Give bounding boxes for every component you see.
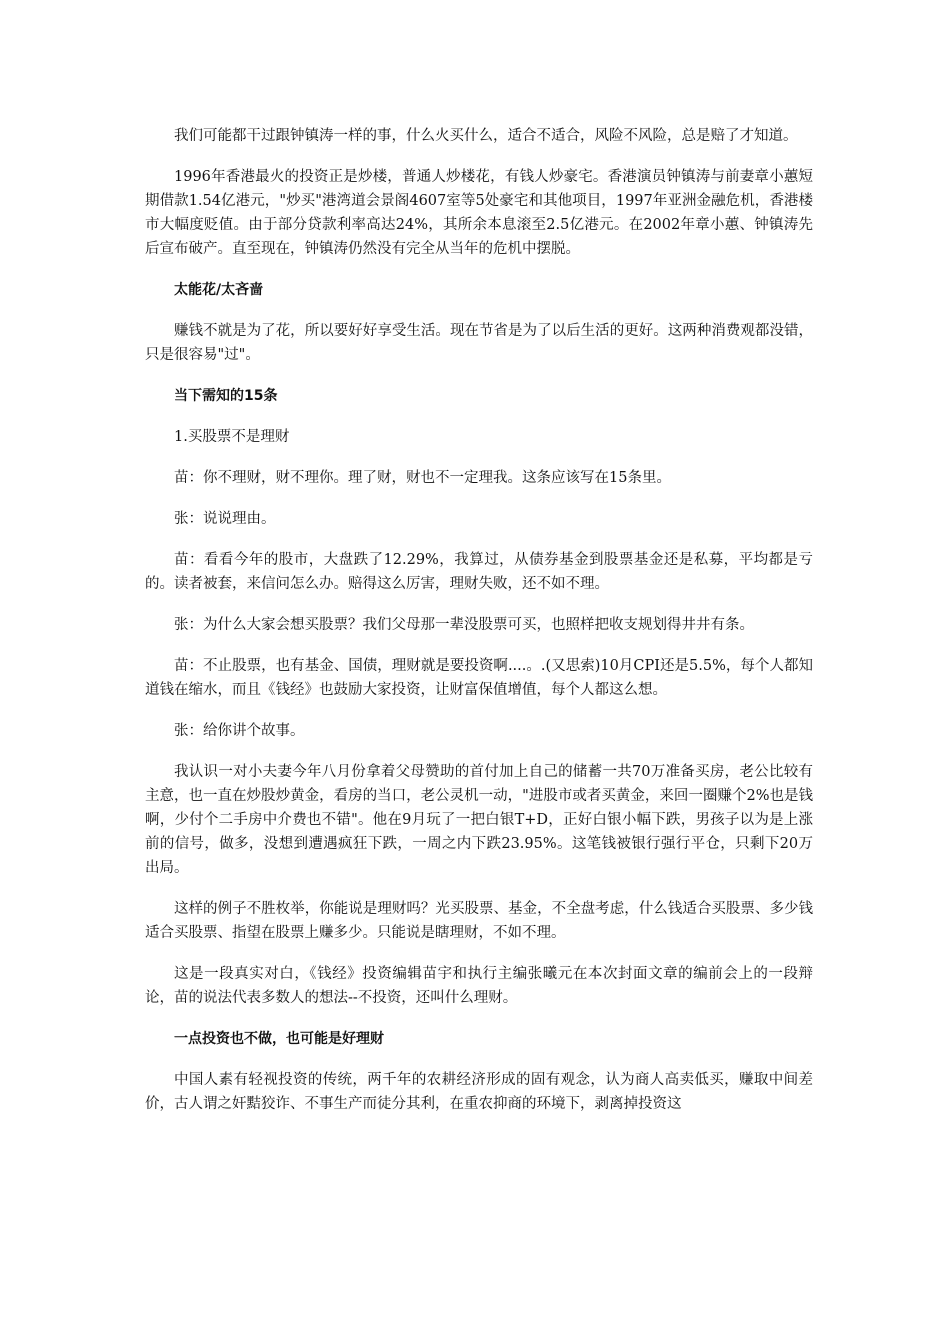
paragraph-hk-property: 1996年香港最火的投资正是炒楼，普通人炒楼花，有钱人炒豪宅。香港演员钟镇涛与前妻章小蕙短期借款1.54亿港元，"炒买"港湾道会景阁4607室等5处豪宅和其他项目，1997年亚洲金融危机，香港楼市大幅度贬值。由于部分贷款利率高达24%，其所余本息滚至2.5亿港元。在2002年章小蕙、钟镇涛先后宣布破产。直至现在，钟镇涛仍然没有完全从当年的危机中摆脱。 <box>145 169 813 257</box>
paragraph-spending: 赚钱不就是为了花，所以要好好享受生活。现在节省是为了以后生活的更好。这两种消费观都没错，只是很容易"过"。 <box>145 323 813 363</box>
paragraph-dialogue: 苗：你不理财，财不理你。理了财，财也不一定理我。这条应该写在15条里。 <box>174 470 671 486</box>
paragraph-dialogue: 张：说说理由。 <box>174 511 276 527</box>
paragraph-intro: 我们可能都干过跟钟镇涛一样的事，什么火买什么，适合不适合，风险不风险，总是赔了才知道。 <box>174 128 798 144</box>
paragraph-rule-1: 1.买股票不是理财 <box>174 429 290 445</box>
paragraph-tradition: 中国人素有轻视投资的传统，两千年的农耕经济形成的固有观念，认为商人高卖低买，赚取中间差价，古人谓之奸黠狡诈、不事生产而徒分其利，在重农抑商的环境下，剥离掉投资这 <box>145 1072 813 1112</box>
paragraph-dialogue: 苗：不止股票，也有基金、国债，理财就是要投资啊....。.(又思索)10月CPI还是5.5%，每个人都知道钱在缩水，而且《钱经》也鼓励大家投资，让财富保值增值，每个人都这么想。 <box>145 658 813 698</box>
paragraph-dialogue: 张：为什么大家会想买股票？我们父母那一辈没股票可买，也照样把收支规划得井井有条。 <box>174 617 754 633</box>
section-heading-15-rules: 当下需知的15条 <box>174 388 278 404</box>
paragraph-context: 这是一段真实对白，《钱经》投资编辑苗宇和执行主编张曦元在本次封面文章的编前会上的一段辩论，苗的说法代表多数人的想法--不投资，还叫什么理财。 <box>145 966 813 1006</box>
document-page <box>145 124 813 1116</box>
paragraph-conclusion: 这样的例子不胜枚举，你能说是理财吗？光买股票、基金，不全盘考虑，什么钱适合买股票、多少钱适合买股票、指望在股票上赚多少。只能说是瞎理财，不如不理。 <box>145 901 813 941</box>
section-heading-spending: 太能花/太吝啬 <box>174 282 264 298</box>
section-heading-no-investment: 一点投资也不做，也可能是好理财 <box>174 1031 384 1047</box>
paragraph-dialogue: 苗：看看今年的股市，大盘跌了12.29%，我算过，从债券基金到股票基金还是私募，平均都是亏的。读者被套，来信问怎么办。赔得这么厉害，理财失败，还不如不理。 <box>145 552 813 592</box>
paragraph-dialogue: 张：给你讲个故事。 <box>174 723 305 739</box>
paragraph-story: 我认识一对小夫妻今年八月份拿着父母赞助的首付加上自己的储蓄一共70万准备买房，老公比较有主意，也一直在炒股炒黄金，看房的当口，老公灵机一动，"进股市或者买黄金，来回一圈赚个2%也是钱啊，少付个二手房中介费也不错"。他在9月玩了一把白银T+D，正好白银小幅下跌，男孩子以为是上涨前的信号，做多，没想到遭遇疯狂下跌，一周之内下跌23.95%。这笔钱被银行强行平仓，只剩下20万出局。 <box>145 764 813 876</box>
